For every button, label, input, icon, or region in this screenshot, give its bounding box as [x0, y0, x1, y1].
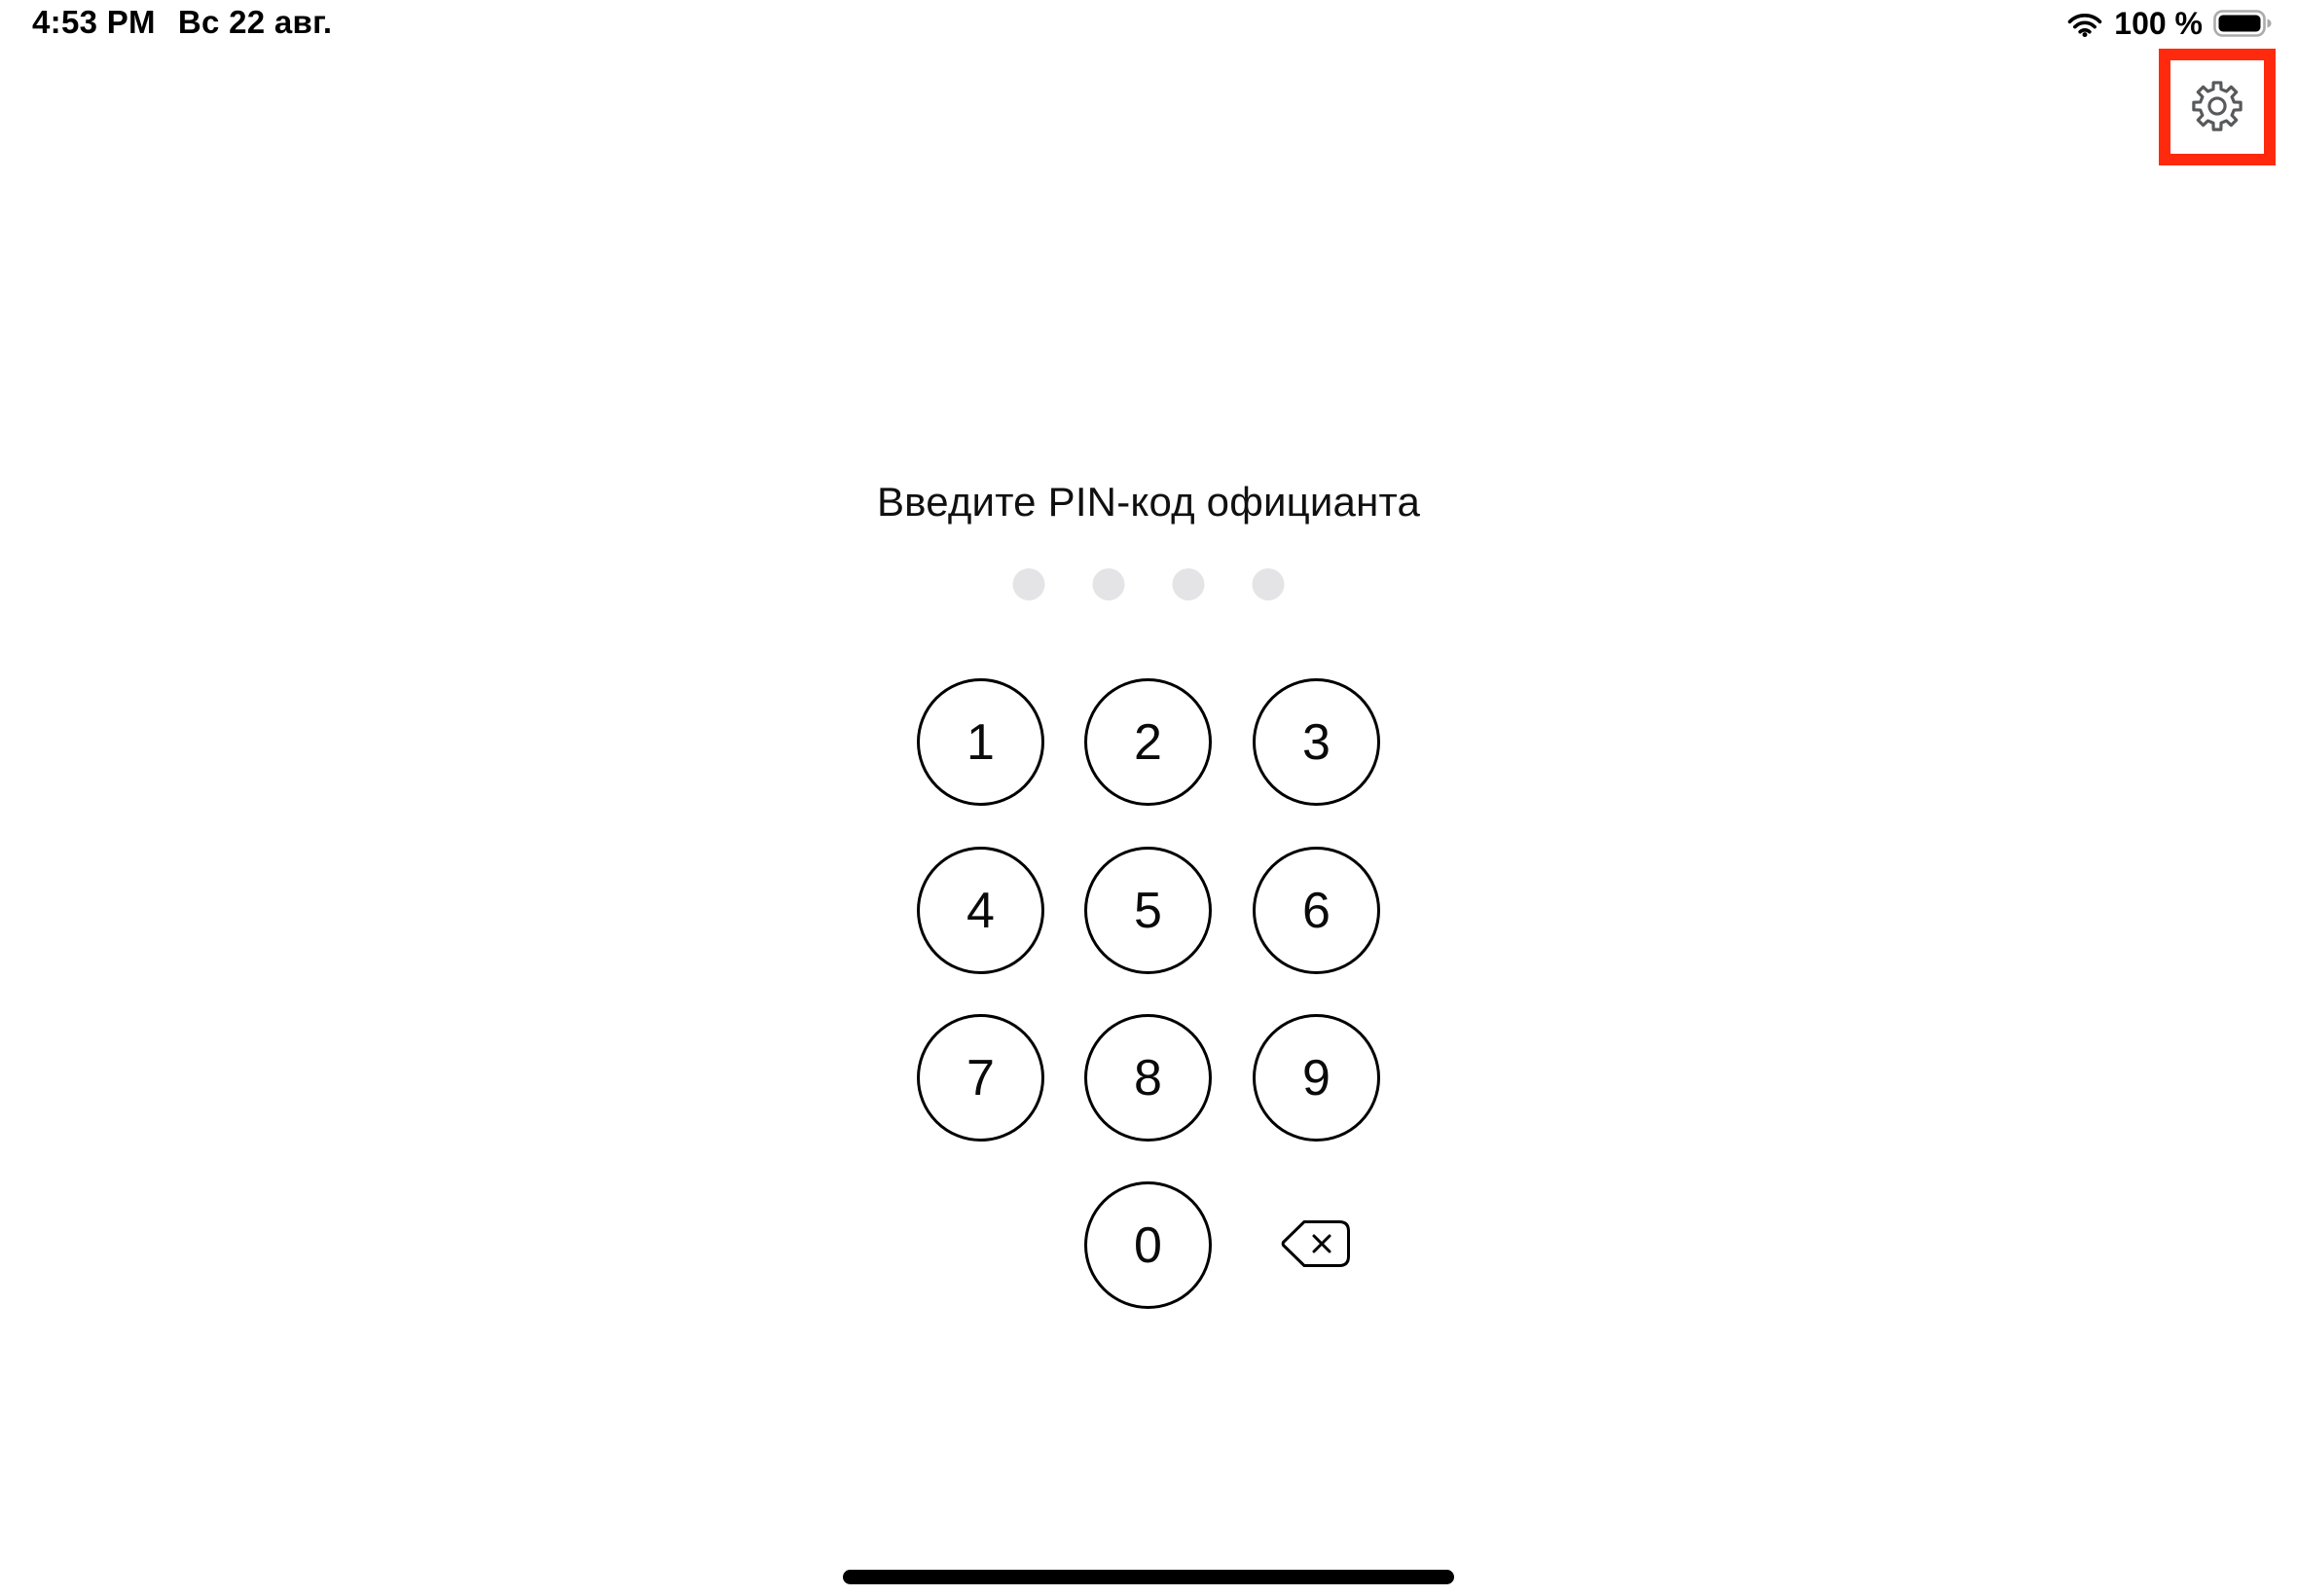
- settings-button[interactable]: [2170, 60, 2264, 154]
- keypad-button-4[interactable]: 4: [917, 847, 1044, 974]
- pin-dot: [1173, 568, 1205, 600]
- keypad-button-8[interactable]: 8: [1084, 1014, 1212, 1142]
- pin-dot: [1253, 568, 1285, 600]
- wifi-icon: [2066, 9, 2103, 38]
- home-indicator[interactable]: [843, 1570, 1454, 1584]
- status-bar-left: [32, 4, 332, 41]
- status-bar-right: [2066, 4, 2272, 43]
- status-time: 4:53 PM: [32, 4, 156, 40]
- settings-highlight-box: [2159, 49, 2276, 165]
- pin-dot: [1013, 568, 1045, 600]
- keypad-button-0[interactable]: 0: [1084, 1181, 1212, 1309]
- keypad-button-1[interactable]: 1: [917, 678, 1044, 806]
- keypad-button-2[interactable]: 2: [1084, 678, 1212, 806]
- keypad-button-3[interactable]: 3: [1253, 678, 1380, 806]
- status-date: Вс 22 авг.: [177, 4, 333, 40]
- keypad-button-9[interactable]: 9: [1253, 1014, 1380, 1142]
- backspace-icon: [1279, 1217, 1353, 1275]
- battery-icon: [2213, 10, 2272, 37]
- keypad-button-5[interactable]: 5: [1084, 847, 1212, 974]
- gear-icon: [2188, 77, 2246, 138]
- page-title: Введите PIN-код официанта: [876, 479, 1421, 525]
- keypad-button-7[interactable]: 7: [917, 1014, 1044, 1142]
- battery-percent-label: 100 %: [2114, 5, 2203, 41]
- pin-dot: [1093, 568, 1125, 600]
- keypad-button-6[interactable]: 6: [1253, 847, 1380, 974]
- backspace-button[interactable]: [1278, 1218, 1354, 1273]
- pin-dots: [1013, 568, 1285, 600]
